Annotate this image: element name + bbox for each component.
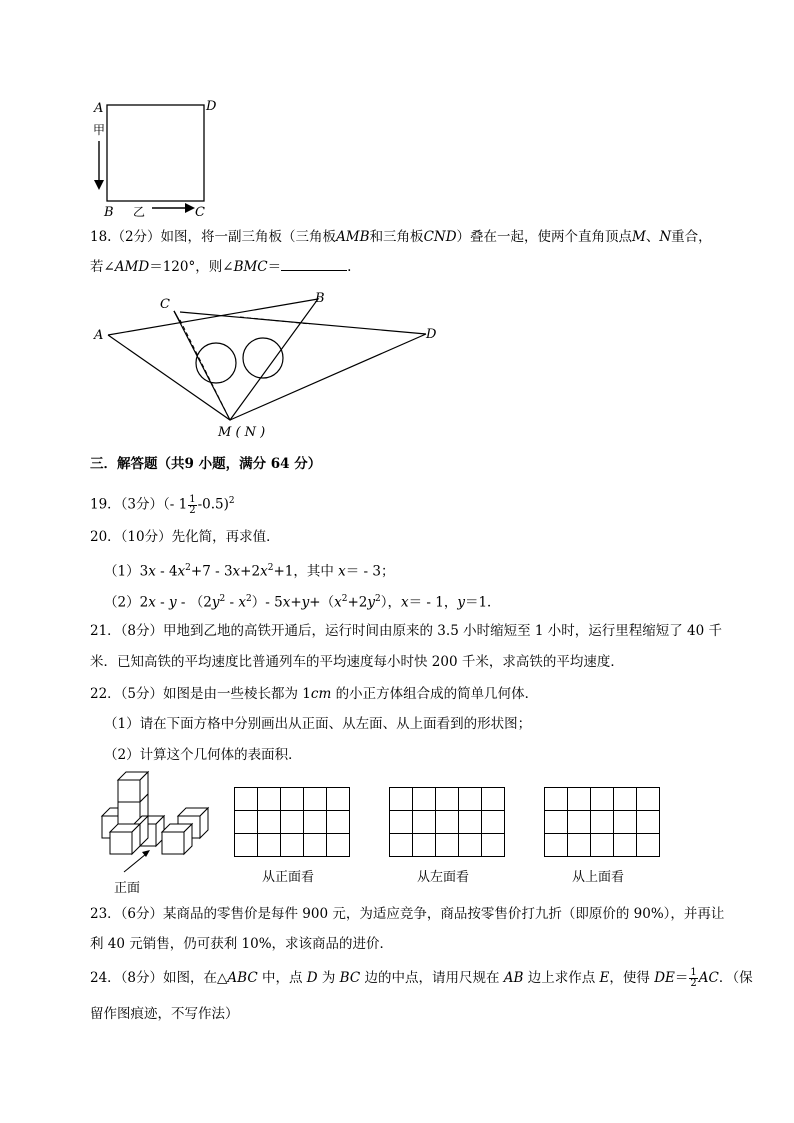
caption-left: 从左面看 (417, 870, 470, 885)
q23-line1: 23．（6分）某商品的零售价是每件 900 元，为适应竞争，商品按零售价打九折（即原价的 90%），并再让 (90, 906, 725, 922)
circle-right (243, 338, 283, 378)
grid-front[interactable] (234, 787, 350, 857)
front-arrow-line (124, 854, 146, 872)
answer-blank[interactable] (281, 258, 347, 271)
square-shape (107, 105, 204, 201)
label-c: C (195, 205, 205, 218)
edge-cm-visible (174, 311, 180, 322)
arrow-down-head (94, 180, 104, 190)
triangles-figure (90, 290, 450, 442)
q21-line1: 21．（8分）甲地到乙地的高铁开通后，运行时间由原来的 3.5 小时缩短至 1 小时，运行里程缩短了 40 千 (90, 623, 723, 639)
label-b: B (315, 291, 325, 306)
q20-part2: （2）2x - y - $(2y^2 - x^2)-$ $5x+y+(x^2+2y^2)$，x＝ - 1，y＝1． (104, 594, 501, 611)
q24-line1: 24．（8分）如图，在△ABC 中，点 D 为 BC 边的中点，请用尺规在 AB 边上求作点 E，使得 DE＝ $\frac{1}{2}$ AC．（保 (90, 967, 753, 989)
label-a: A (94, 328, 104, 343)
q18-line2: 若∠AMD＝120°，则∠BMC＝ . (90, 259, 352, 275)
q22-title: 22．（5分）如图是由一些棱长都为 1cm 的小正方体组合成的简单几何体． (90, 686, 539, 702)
grid-left[interactable] (389, 787, 505, 857)
q21-line2: 米．已知高铁的平均速度比普通列车的平均速度每小时快 200 千米，求高铁的平均速度． (90, 654, 624, 670)
cubes-figure (88, 768, 218, 898)
label-d: D (206, 99, 217, 114)
fraction: $\frac{1}{2}$ (189, 493, 196, 516)
caption-front: 从正面看 (262, 870, 315, 885)
label-a: A (94, 101, 104, 116)
label-jia: 甲 (93, 123, 106, 137)
section-title: 三．解答题（共9 小题，满分 64 分） (90, 456, 322, 472)
label-front: 正面 (114, 881, 141, 896)
circle-left (196, 343, 236, 383)
label-b: B (104, 205, 114, 218)
triangle-amb (108, 299, 318, 420)
q24-line2: 留作图痕迹，不写作法） (90, 1006, 239, 1022)
label-mn: M ( N ) (218, 425, 266, 440)
caption-top: 从上面看 (572, 870, 625, 885)
q20-title: 20．（10分）先化简，再求值． (90, 529, 280, 545)
q20-part1: $(1)3x - 4x^2+7 - 3x+2x^2+1$，其中 x＝ - 3； (104, 563, 395, 580)
arrow-right-head (185, 203, 195, 213)
q22-part1: （1）请在下面方格中分别画出从正面、从左面、从上面看到的形状图； (104, 716, 532, 732)
q19: 19．（3分）（- 1 $\frac{1}{2}$ -0.5)$^2$ (90, 493, 235, 516)
label-yi: 乙 (133, 205, 146, 218)
square-figure (88, 96, 228, 218)
fraction: $\frac{1}{2}$ (690, 967, 697, 989)
q18-line1: 18.（2分）如图，将一副三角板（三角板AMB和三角板CND）叠在一起，使两个直角顶点M、N重合， (90, 229, 712, 245)
triangle-cnd-right (230, 334, 426, 420)
grid-top[interactable] (544, 787, 660, 857)
hidden-edge-top (240, 317, 310, 324)
label-c: C (160, 297, 170, 312)
label-d: D (426, 327, 437, 342)
q23-line2: 利 40 元销售，仍可获利 10%，求该商品的进价． (90, 936, 394, 952)
q22-part2: （2）计算这个几何体的表面积． (104, 747, 302, 763)
